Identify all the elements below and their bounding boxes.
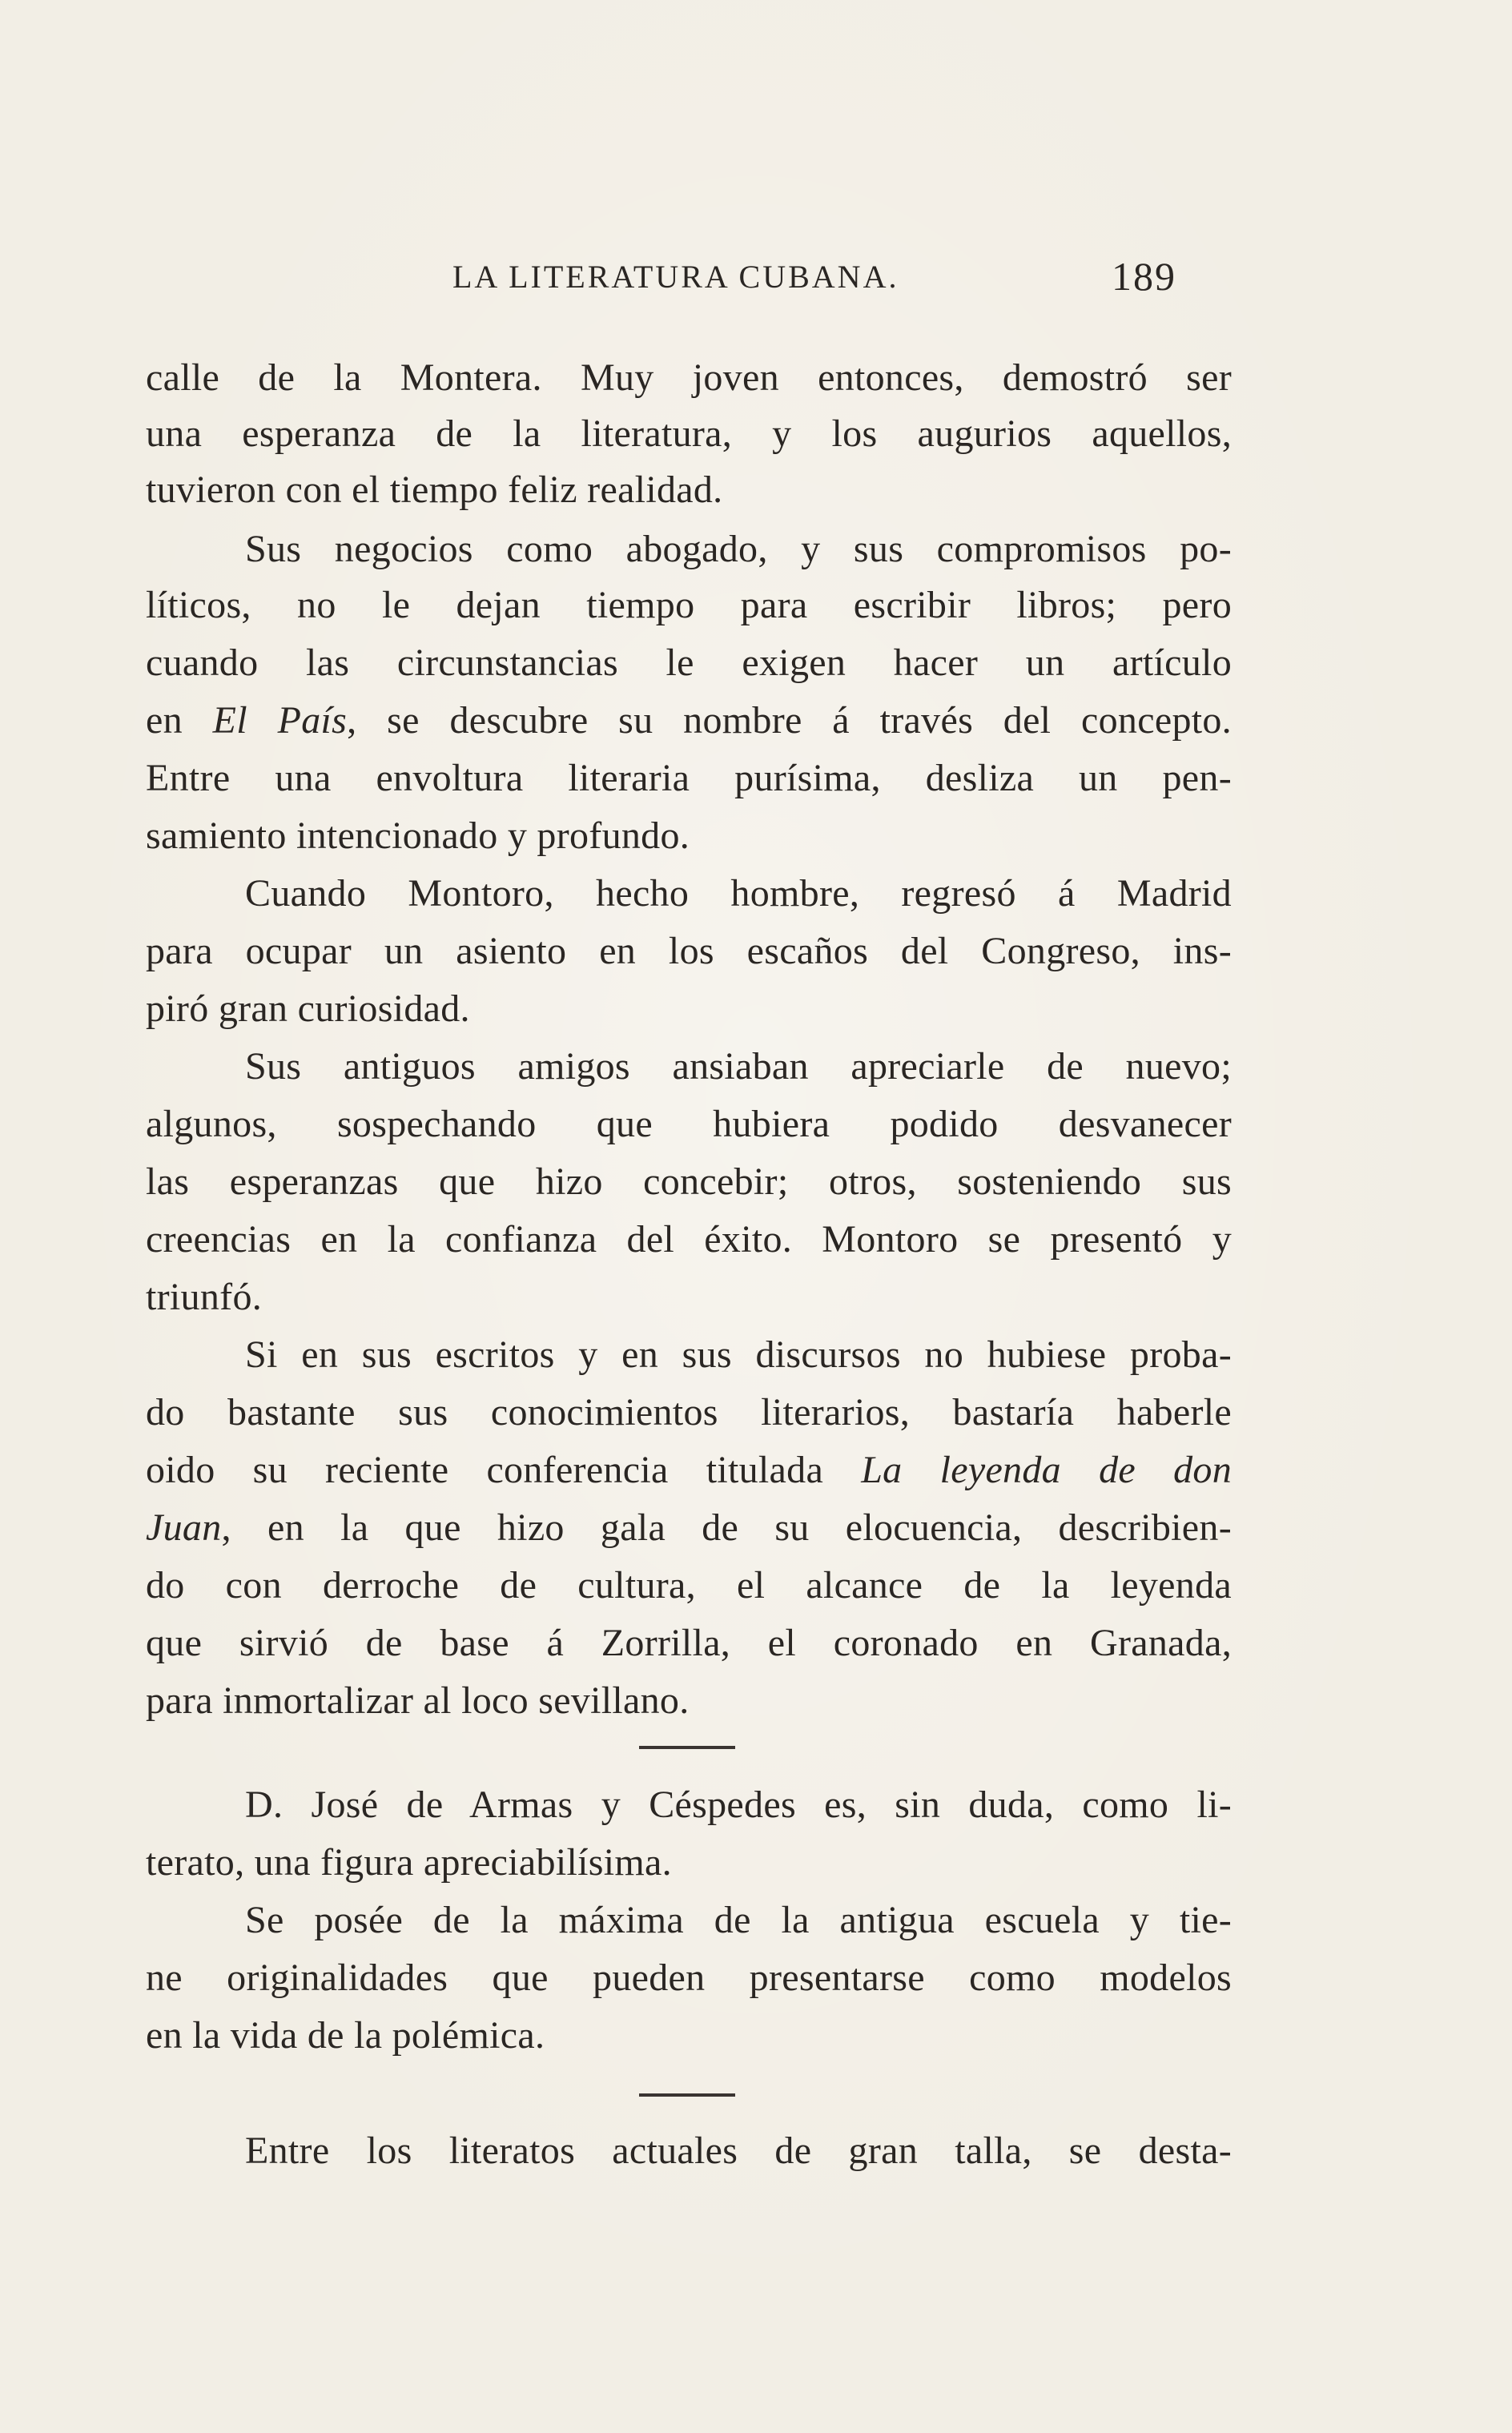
text-line: las esperanzas que hizo concebir; otros, sosteniendo sus [146,1160,1232,1203]
italic-title: La leyenda de don [861,1449,1232,1491]
text-line: Se posée de la máxima de la antigua escuela y tie- [245,1899,1232,1941]
text-line: cuando las circunstancias le exigen hacer un artículo [146,641,1232,684]
text-line: samiento intencionado y profundo. [146,814,690,857]
section-divider [639,1746,735,1749]
text-line: Sus negocios como abogado, y sus compromisos po- [245,528,1232,570]
text-line: D. José de Armas y Céspedes es, sin duda, como li- [245,1784,1232,1826]
text-line: para inmortalizar al loco sevillano. [146,1679,690,1722]
text-line: calle de la Montera. Muy joven entonces, demostró ser [146,356,1232,399]
text-line-with-italic [146,1499,1232,1557]
text-line: Entre una envoltura literaria purísima, desliza un pen- [146,757,1232,799]
text-line: do bastante sus conocimientos literarios, bastaría haberle [146,1391,1232,1434]
text-line: que sirvió de base á Zorrilla, el coronado en Granada, [146,1622,1232,1664]
text-line: ne originalidades que pueden presentarse como modelos [146,1956,1232,1999]
italic-title: Juan [146,1506,222,1549]
text-line: Sus antiguos amigos ansiaban apreciarle de nuevo; [245,1045,1232,1088]
text-line-with-italic [146,692,1232,750]
line-text: oido su reciente conferencia titulada [146,1449,862,1491]
text-line: líticos, no le dejan tiempo para escribir libros; pero [146,584,1232,626]
section-divider [639,2093,735,2097]
text-line: Cuando Montoro, hecho hombre, regresó á Madrid [245,872,1232,915]
text-line: do con derroche de cultura, el alcance de la leyenda [146,1564,1232,1607]
line-text: , se descubre su nombre á través del concepto. [347,699,1232,742]
text-line: tuvieron con el tiempo feliz realidad. [146,469,723,511]
line-text: en [146,699,213,742]
text-line-with-italic [146,1442,1232,1499]
text-line: creencias en la confianza del éxito. Montoro se presentó y [146,1218,1232,1261]
text-line: en la vida de la polémica. [146,2014,545,2057]
page-number: 189 [1112,254,1176,299]
italic-title: El País [212,699,348,742]
text-line: triunfó. [146,1276,263,1318]
text-line: Si en sus escritos y en sus discursos no hubiese proba- [245,1333,1232,1376]
text-line: Entre los literatos actuales de gran talla, se desta- [245,2129,1232,2172]
text-line: una esperanza de la literatura, y los augurios aquellos, [146,412,1232,455]
text-line: algunos, sospechando que hubiera podido desvanecer [146,1103,1232,1145]
text-line: para ocupar un asiento en los escaños del Congreso, ins- [146,930,1232,972]
line-text: , en la que hizo gala de su elocuencia, describien- [221,1506,1232,1549]
text-line: piró gran curiosidad. [146,987,470,1030]
text-line: terato, una figura apreciabilísima. [146,1841,672,1884]
running-head-title: LA LITERATURA CUBANA. [452,259,899,295]
